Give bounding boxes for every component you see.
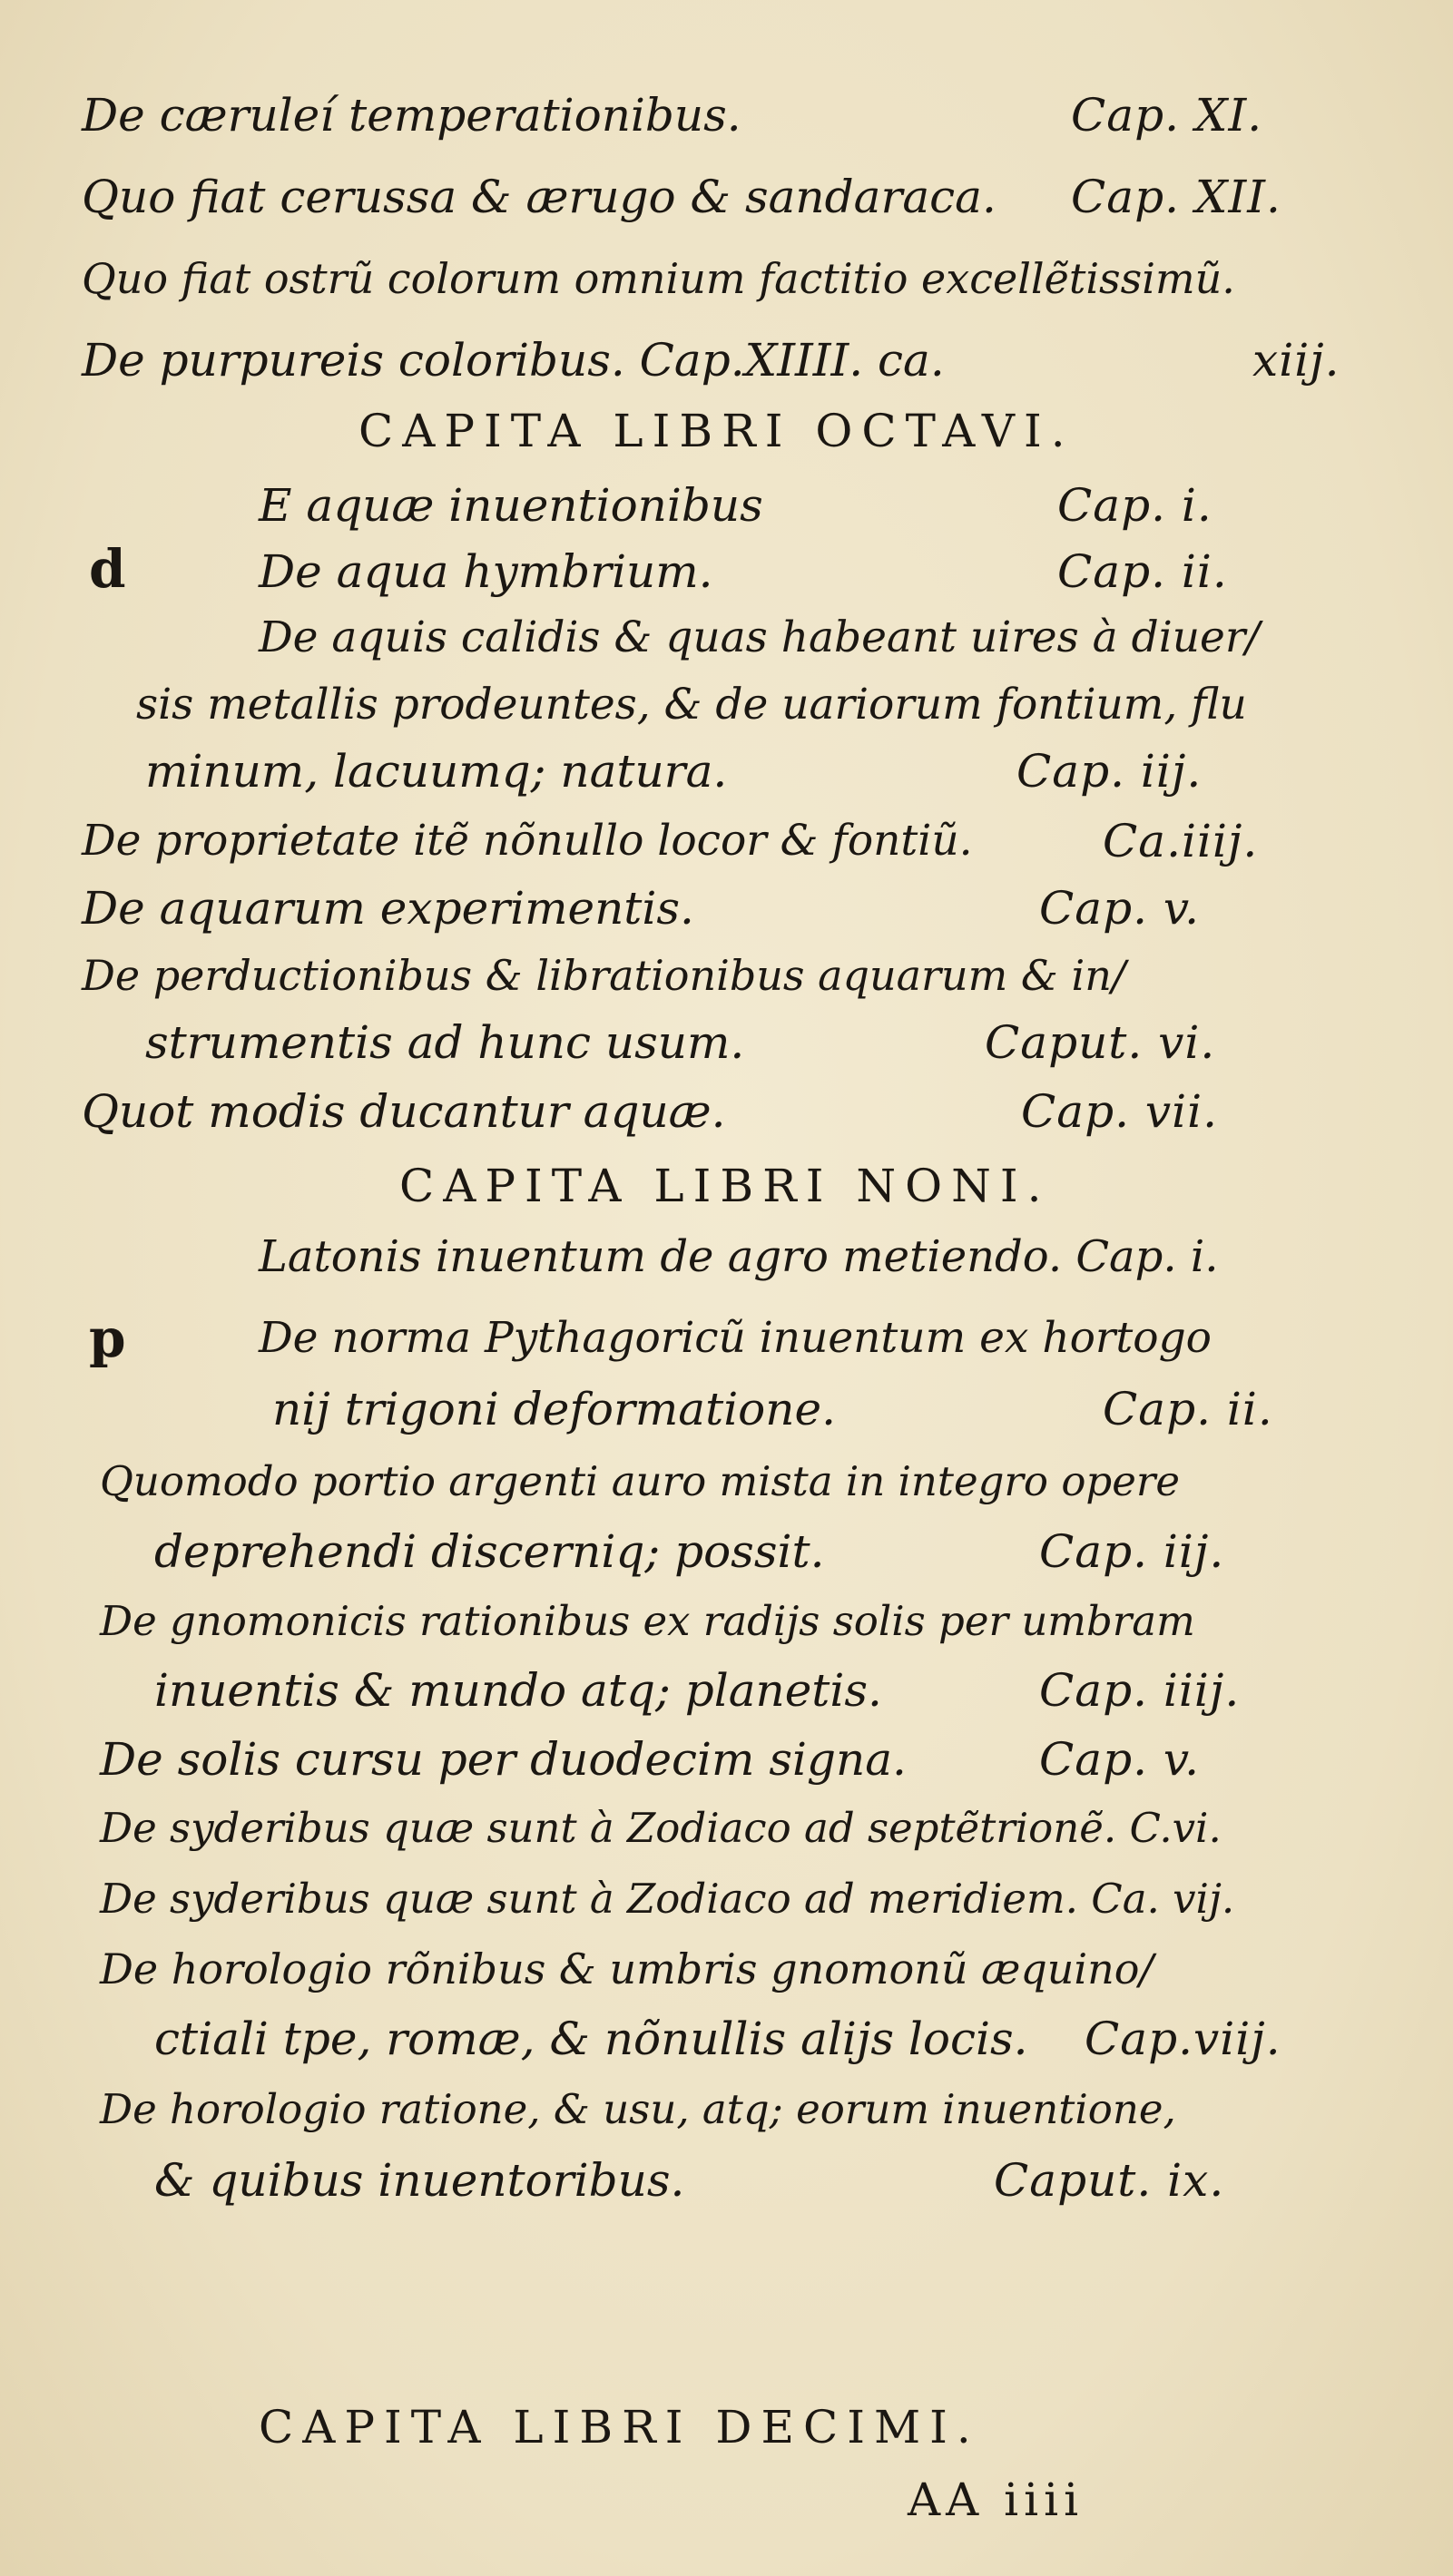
toc-line-ref: Cap. v. [1039, 882, 1201, 935]
toc-line-ref: xiij. [1252, 334, 1340, 387]
toc-line-ref: Cap. XII. [1071, 171, 1281, 223]
toc-line-ref: Cap. ii. [1057, 545, 1228, 598]
toc-line-text: Quo fiat cerussa & ærugo & sandaraca. [82, 171, 996, 223]
toc-line-text: De horologio ratione, & usu, atq; eorum inuentione, [100, 2085, 1176, 2133]
toc-line-ref: Cap. vii. [1021, 1085, 1218, 1138]
toc-line-ref: Cap. i. [1057, 479, 1212, 532]
toc-line-text: De aquis calidis & quas habeant uires à diuer/ [259, 612, 1261, 662]
toc-line-text: Quot modis ducantur aquæ. [82, 1085, 726, 1138]
toc-line-text: deprehendi discerniq; possit. [154, 1525, 825, 1578]
toc-line-text: De cæruleí temperationibus. [82, 89, 741, 142]
toc-line-text: ctiali tpe, romæ, & nõnullis alijs locis. [154, 2013, 1028, 2065]
margin-letter: d [89, 538, 126, 600]
toc-line-ref: Cap.viij. [1085, 2013, 1281, 2065]
toc-line-text: & quibus inuentoribus. [154, 2154, 685, 2207]
toc-line-text: nij trigoni deformatione. [272, 1383, 836, 1435]
toc-line-text: De norma Pythagoricũ inuentum ex hortogo [259, 1313, 1212, 1363]
section-heading-book-10: CAPITA LIBRI DECIMI. [259, 2401, 980, 2454]
toc-line-text: De proprietate itẽ nõnullo locor & fontiũ. [82, 816, 973, 866]
toc-line-text: De syderibus quæ sunt à Zodiaco ad septẽtrionẽ. C.vi. [100, 1804, 1222, 1852]
section-heading-book-9: CAPITA LIBRI NONI. [399, 1160, 1051, 1212]
toc-line-text: E aquæ inuentionibus [259, 479, 763, 532]
toc-line-text: strumentis ad hunc usum. [145, 1016, 745, 1069]
toc-line-text: De aqua hymbrium. [259, 545, 713, 598]
toc-line-text: De aquarum experimentis. [82, 882, 694, 935]
toc-line-text: De purpureis coloribus. Cap.XIIII. ca. [82, 334, 945, 387]
toc-line-ref: Cap. iij. [1039, 1525, 1225, 1578]
margin-letter: p [89, 1308, 126, 1369]
toc-line-ref: Caput. vi. [985, 1016, 1216, 1069]
toc-line-text: Quomodo portio argenti auro mista in integro opere [100, 1457, 1180, 1505]
toc-line-ref: Caput. ix. [994, 2154, 1225, 2207]
toc-line-ref: Cap. XI. [1071, 89, 1263, 142]
toc-line-text: De syderibus quæ sunt à Zodiaco ad meridiem. Ca. vij. [100, 1875, 1235, 1923]
toc-line-ref: Cap. ii. [1103, 1383, 1273, 1435]
toc-line-ref: Ca.iiij. [1103, 815, 1259, 867]
signature-mark: AA iiii [908, 2473, 1085, 2526]
toc-line-text: De perductionibus & librationibus aquarum & in/ [82, 951, 1126, 1000]
toc-line-text: De gnomonicis rationibus ex radijs solis per umbram [100, 1597, 1195, 1645]
toc-line-text: Latonis inuentum de agro metiendo. Cap. i. [259, 1231, 1219, 1282]
toc-line-ref: Cap. iiij. [1039, 1664, 1241, 1717]
toc-line-text: minum, lacuumq; natura. [145, 745, 728, 798]
toc-line-text: inuentis & mundo atq; planetis. [154, 1664, 882, 1717]
toc-line-text: De solis cursu per duodecim signa. [100, 1733, 907, 1786]
toc-line-text: De horologio rõnibus & umbris gnomonũ æquino/ [100, 1944, 1154, 1993]
section-heading-book-8: CAPITA LIBRI OCTAVI. [358, 405, 1075, 457]
toc-line-ref: Cap. v. [1039, 1733, 1201, 1786]
toc-line-text: sis metallis prodeuntes, & de uariorum fontium, flu [136, 680, 1247, 730]
toc-line-text: Quo fiat ostrũ colorum omnium factitio excellẽtissimũ. [82, 254, 1235, 303]
toc-line-ref: Cap. iij. [1016, 745, 1203, 798]
